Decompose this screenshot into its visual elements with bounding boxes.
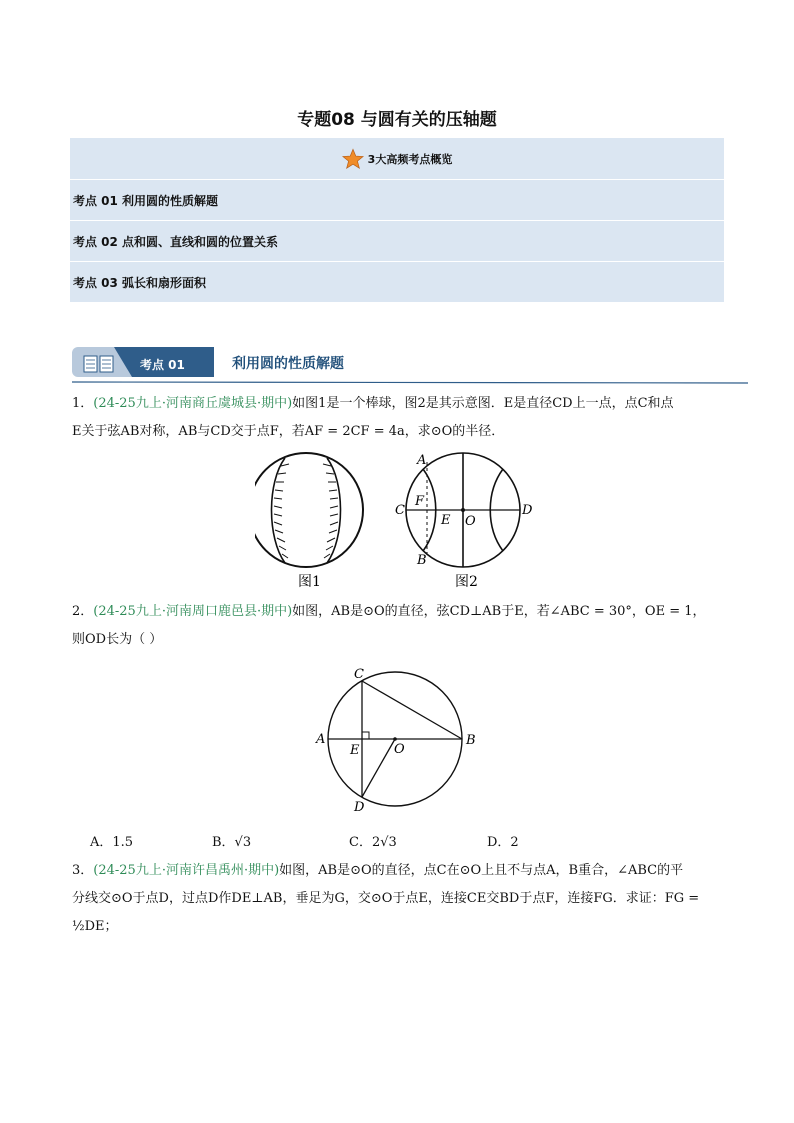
question-1 [72, 390, 726, 446]
question-3 [72, 857, 726, 941]
question-2-line1 [72, 598, 726, 626]
question-1-line2: E关于弦AB对称，AB与CD交于点F，若AF = 2CF = 4a，求⊙O的半径． [72, 424, 505, 439]
question-number: 2． [72, 604, 94, 619]
figure-1-caption: 图1 [298, 574, 321, 590]
label-D: D [522, 503, 533, 518]
question-3-line3: ½DE； [72, 919, 118, 934]
overview-heading-text: 3大高频考点概览 [367, 152, 453, 166]
question-1-line1 [72, 390, 726, 418]
overview-heading [70, 138, 724, 180]
option-c: C．2√3 [349, 835, 397, 850]
baseball-figure [255, 453, 363, 567]
label-D: D [354, 800, 365, 814]
option-d: D．2 [487, 835, 519, 850]
overview-item: 考点 01 利用圆的性质解题 [70, 180, 724, 221]
question-number: 3． [72, 863, 94, 878]
label-C: C [395, 503, 405, 518]
overview-item: 考点 02 点和圆、直线和圆的位置关系 [70, 221, 724, 262]
section-title: 利用圆的性质解题 [232, 356, 344, 372]
question-text: 如图，AB是⊙O的直径，点C在⊙O上且不与点A，B重合，∠ABC的平 [279, 863, 684, 878]
question-2-figure [312, 664, 482, 814]
question-source: (24-25九上·河南周口鹿邑县·期中) [93, 604, 293, 619]
schematic-figure [406, 453, 520, 567]
label-O: O [394, 742, 405, 757]
label-F: F [415, 494, 425, 509]
label-E: E [350, 743, 360, 758]
question-3-line2: 分线交⊙O于点D，过点D作DE⊥AB，垂足为G，交⊙O于点E，连接CE交BD于点F，连接FG．求证：FG = [72, 891, 700, 906]
label-C: C [354, 667, 364, 682]
label-O: O [465, 514, 476, 529]
question-3-line1 [72, 857, 726, 885]
option-b: B．√3 [212, 835, 252, 850]
label-E: E [441, 513, 451, 528]
question-2-line2: 则OD长为（ ） [72, 632, 163, 647]
label-B: B [417, 553, 427, 568]
overview-item: 考点 03 弧长和扇形面积 [70, 262, 724, 303]
page-title: 专题08 与圆有关的压轴题 [297, 110, 497, 130]
figure-2-caption: 图2 [455, 574, 478, 590]
question-number: 1． [72, 396, 94, 411]
label-A: A [316, 732, 326, 747]
option-a: A．1.5 [90, 835, 134, 850]
label-A: A [417, 453, 427, 468]
overview-table [70, 138, 724, 303]
question-1-figures [255, 452, 545, 592]
question-2 [72, 598, 726, 654]
question-source: (24-25九上·河南许昌禹州·期中) [93, 863, 280, 878]
star-icon [342, 148, 364, 170]
question-text: 如图，AB是⊙O的直径，弦CD⊥AB于E，若∠ABC = 30°，OE = 1， [292, 604, 706, 619]
label-B: B [466, 733, 476, 748]
question-source: (24-25九上·河南商丘虞城县·期中) [93, 396, 293, 411]
section-badge: 考点 01 [140, 358, 185, 372]
question-text: 如图1是一个棒球，图2是其示意图．E是直径CD上一点，点C和点 [292, 396, 674, 411]
